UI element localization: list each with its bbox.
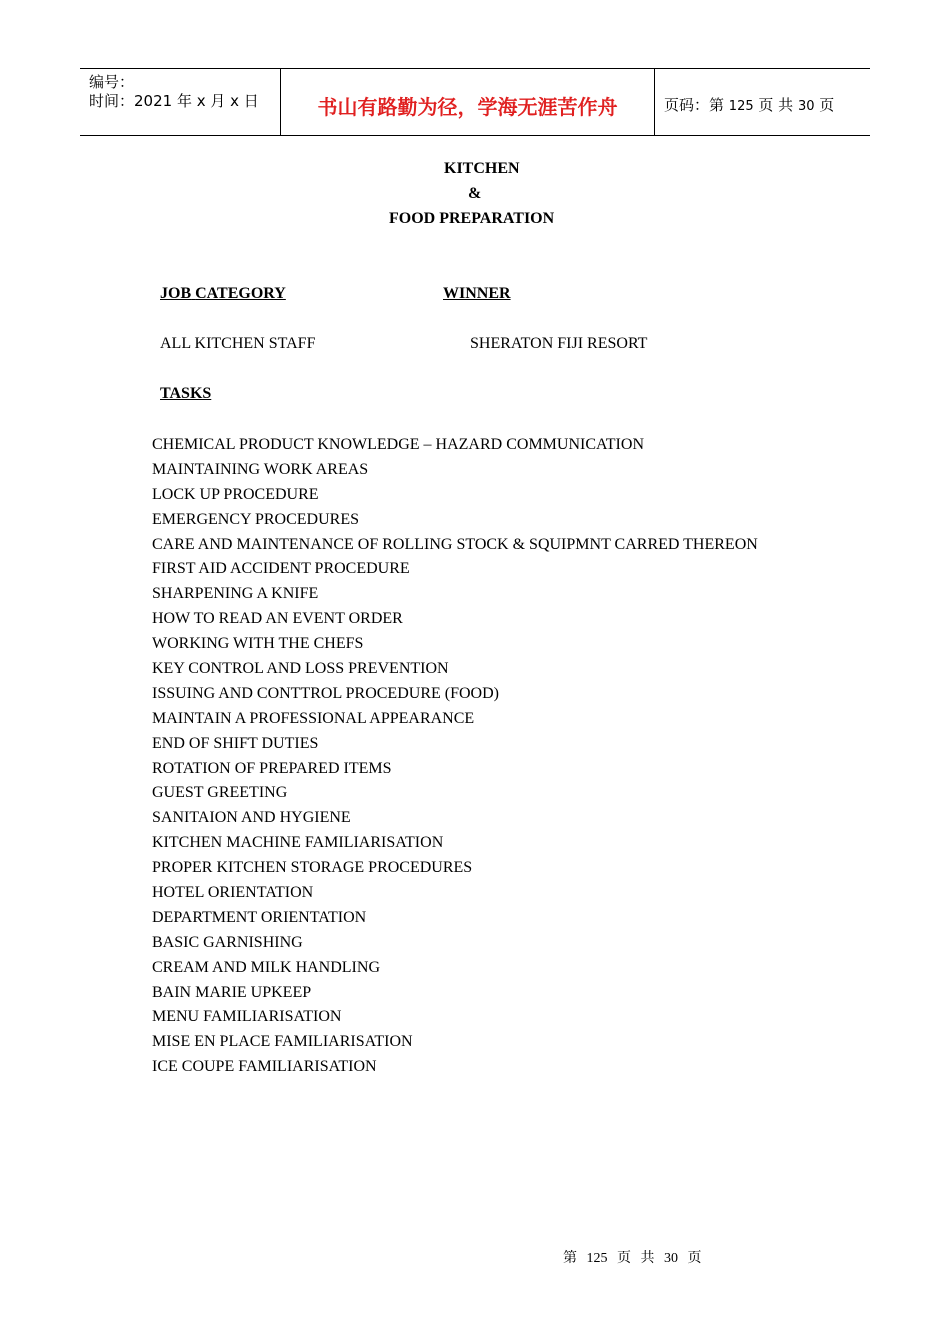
list-item: HOW TO READ AN EVENT ORDER bbox=[152, 610, 403, 628]
list-item: LOCK UP PROCEDURE bbox=[152, 485, 319, 503]
list-item: MISE EN PLACE FAMILIARISATION bbox=[152, 1033, 413, 1051]
header-info-cell bbox=[80, 69, 281, 135]
list-item: SHARPENING A KNIFE bbox=[152, 585, 319, 603]
title-line-1: KITCHEN bbox=[444, 160, 520, 177]
page-current: 125 bbox=[728, 99, 754, 114]
job-category-value: ALL KITCHEN STAFF bbox=[160, 335, 316, 352]
list-item: FIRST AID ACCIDENT PROCEDURE bbox=[152, 560, 410, 578]
list-item: ISSUING AND CONTTROL PROCEDURE (FOOD) bbox=[152, 684, 499, 702]
header-motto-cell bbox=[281, 69, 655, 135]
list-item: DEPARTMENT ORIENTATION bbox=[152, 908, 367, 926]
list-item: ICE COUPE FAMILIARISATION bbox=[152, 1058, 377, 1076]
list-item: WORKING WITH THE CHEFS bbox=[152, 635, 364, 653]
list-item: ROTATION OF PREPARED ITEMS bbox=[152, 759, 392, 777]
list-item: MAINTAIN A PROFESSIONAL APPEARANCE bbox=[152, 709, 475, 727]
list-item: SANITAION AND HYGIENE bbox=[152, 809, 351, 827]
tasks-heading: TASKS bbox=[160, 385, 212, 402]
list-item: HOTEL ORIENTATION bbox=[152, 884, 314, 902]
list-item: MAINTAINING WORK AREAS bbox=[152, 460, 369, 478]
list-item: BAIN MARIE UPKEEP bbox=[152, 983, 312, 1001]
page-header bbox=[80, 68, 870, 136]
winner-value: SHERATON FIJI RESORT bbox=[470, 335, 648, 352]
list-item: GUEST GREETING bbox=[152, 784, 288, 802]
job-category-heading: JOB CATEGORY bbox=[160, 285, 286, 302]
list-item: PROPER KITCHEN STORAGE PROCEDURES bbox=[152, 859, 473, 877]
motto-text: 书山有路勤为径，学海无涯苦作舟 bbox=[317, 95, 618, 119]
list-item: END OF SHIFT DUTIES bbox=[152, 734, 319, 752]
list-item: EMERGENCY PROCEDURES bbox=[152, 510, 359, 528]
list-item: KEY CONTROL AND LOSS PREVENTION bbox=[152, 660, 449, 678]
task-list bbox=[152, 433, 758, 1080]
list-item: CARE AND MAINTENANCE OF ROLLING STOCK & SQUIPMNT CARRED THEREON bbox=[152, 535, 758, 553]
winner-heading: WINNER bbox=[443, 285, 511, 302]
page-total: 30 bbox=[797, 99, 815, 114]
list-item: CHEMICAL PRODUCT KNOWLEDGE – HAZARD COMMUNICATION bbox=[152, 436, 644, 453]
header-page-cell bbox=[655, 69, 870, 135]
title-line-3: FOOD PREPARATION bbox=[389, 210, 555, 227]
list-item: CREAM AND MILK HANDLING bbox=[152, 958, 380, 976]
page-footer: 第 125 页 共 30 页 bbox=[563, 1251, 702, 1266]
title-line-2: & bbox=[468, 185, 482, 202]
time-label: 时间：2021 年 x 月 x 日 bbox=[89, 92, 259, 110]
list-item: KITCHEN MACHINE FAMILIARISATION bbox=[152, 834, 444, 852]
header-page-number: 页码：第 125 页 共 30 页 bbox=[664, 96, 835, 114]
list-item: BASIC GARNISHING bbox=[152, 933, 303, 951]
serial-number-label: 编号： bbox=[89, 73, 135, 91]
list-item: MENU FAMILIARISATION bbox=[152, 1008, 342, 1026]
